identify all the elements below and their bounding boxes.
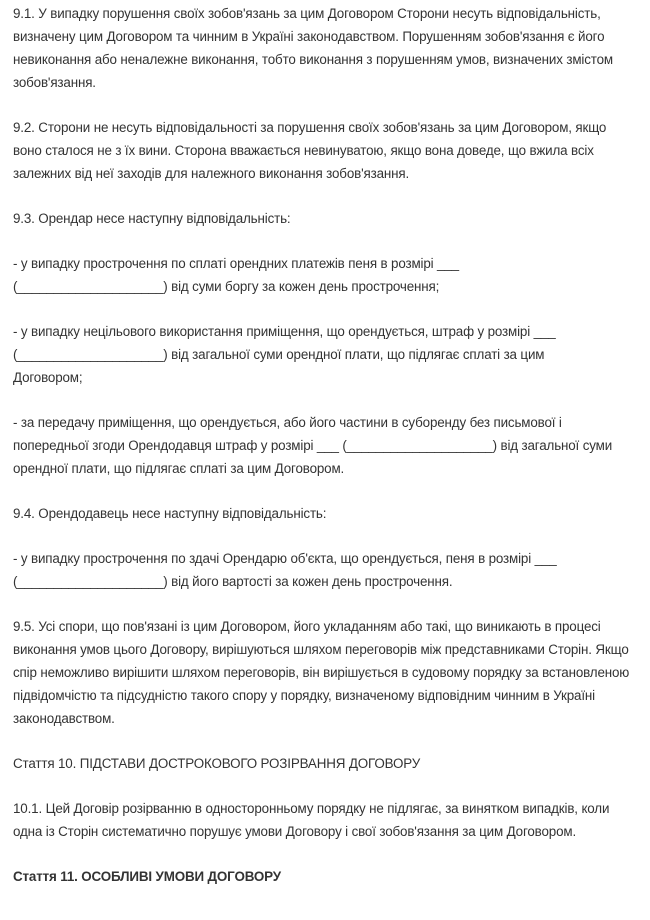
clause-9-3-c: - за передачу приміщення, що орендується, або його частини в суборенду без письмової і попередньої згоди Орендодавця штраф у розмірі ___ (____________________) від загальної суми орендної плати, що підлягає сплаті за цим Договором. <box>13 415 613 476</box>
clause-9-4-a-line-1: - у випадку прострочення по здачі Орендарю об'єкта, що орендується, пеня в розмірі ___ <box>13 551 557 566</box>
clause-9-3-a-line-2: (____________________) від суми боргу за кожен день прострочення; <box>13 279 440 294</box>
clause-9-3-b-line-2: (____________________) від загальної суми орендної плати, що підлягає сплаті за цим Договором; <box>13 347 545 385</box>
clause-9-5: 9.5. Усі спори, що пов'язані із цим Договором, його укладанням або такі, що виникають в процесі виконання умов цього Договору, вирішуються шляхом переговорів між представниками Сторін. Якщо спір неможливо вирішити шляхом переговорів, він вирішується в судовому порядку за встановленою підвідомчістю та підсудністю такого спору у порядку, визначеному відповідним чинним в Україні законодавством. <box>13 619 630 726</box>
clause-9-1: 9.1. У випадку порушення своїх зобов'язань за цим Договором Сторони несуть відповідальність, визначену цим Договором та чинним в Україні законодавством. Порушенням зобов'язання є його невиконання або неналежне виконання, тобто виконання з порушенням умов, визначених змістом зобов'язання. <box>13 6 613 90</box>
clause-9-3: 9.3. Орендар несе наступну відповідальність: <box>13 211 291 226</box>
clause-9-2: 9.2. Сторони не несуть відповідальності за порушення своїх зобов'язань за цим Договором, якщо воно сталося не з їх вини. Сторона вважається невинуватою, якщо вона доведе, що вжила всіх залежних від неї заходів для належного виконання зобов'язання. <box>13 120 607 181</box>
clause-9-3-b-line-1: - у випадку нецільового використання приміщення, що орендується, штраф у розмірі ___ <box>13 324 556 339</box>
article-11-heading: Стаття 11. ОСОБЛИВІ УМОВИ ДОГОВОРУ <box>13 869 281 884</box>
article-10-heading: Стаття 10. ПІДСТАВИ ДОСТРОКОВОГО РОЗІРВАННЯ ДОГОВОРУ <box>13 756 421 771</box>
clause-9-4: 9.4. Орендодавець несе наступну відповідальність: <box>13 506 327 521</box>
clause-9-3-a-line-1: - у випадку прострочення по сплаті орендних платежів пеня в розмірі ___ <box>13 256 459 271</box>
clause-9-4-a-line-2: (____________________) від його вартості за кожен день прострочення. <box>13 574 453 589</box>
clause-10-1: 10.1. Цей Договір розірванню в односторонньому порядку не підлягає, за винятком випадків, коли одна із Сторін систематично порушує умови Договору і свої зобов'язання за цим Договором. <box>13 801 610 839</box>
